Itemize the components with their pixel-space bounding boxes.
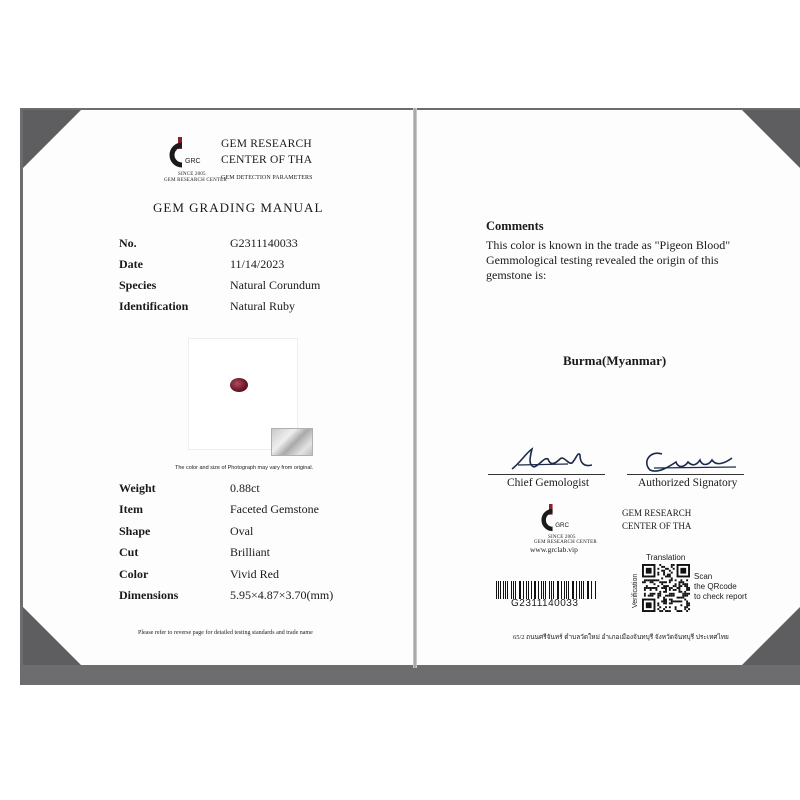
- qr-module: [667, 585, 669, 587]
- qr-module: [684, 606, 686, 608]
- qr-module: [659, 564, 661, 566]
- qr-module: [663, 566, 665, 568]
- qr-module: [665, 591, 667, 593]
- field-label-date: Date: [119, 257, 143, 271]
- qr-module: [657, 572, 659, 574]
- barcode-bar: [515, 581, 516, 599]
- grc-logo-icon: [168, 137, 206, 173]
- qr-module: [680, 585, 682, 587]
- qr-module: [680, 604, 682, 606]
- barcode-bar: [568, 581, 569, 599]
- qr-module: [673, 568, 675, 570]
- qr-module: [644, 587, 646, 589]
- hologram-sticker: [271, 428, 313, 456]
- qr-module: [663, 587, 665, 589]
- qr-module: [663, 574, 665, 576]
- qr-module: [671, 599, 673, 601]
- qr-module: [675, 608, 677, 610]
- qr-module: [665, 589, 667, 591]
- qr-module: [665, 606, 667, 608]
- barcode-bar: [591, 581, 592, 599]
- qr-module: [686, 595, 688, 597]
- qr-module: [677, 597, 679, 599]
- ruby-gem-image: [230, 378, 248, 392]
- qr-module: [650, 579, 652, 581]
- qr-module: [677, 587, 679, 589]
- qr-module: [657, 579, 659, 581]
- qr-module: [688, 587, 690, 589]
- qr-module: [654, 583, 656, 585]
- qr-module: [680, 597, 682, 599]
- qr-module: [680, 600, 682, 602]
- qr-module: [688, 604, 690, 606]
- verification-qr-code[interactable]: [642, 564, 690, 612]
- qr-module: [661, 581, 663, 583]
- qr-module: [667, 595, 669, 597]
- qr-module: [688, 589, 690, 591]
- qr-module: [657, 595, 659, 597]
- qr-module: [688, 608, 690, 610]
- qr-module: [642, 581, 644, 583]
- qr-module: [673, 585, 675, 587]
- qr-module: [669, 589, 671, 591]
- grc-logo-icon-right: [540, 504, 574, 536]
- qr-module: [684, 599, 686, 601]
- logo-caption-right: GEM RESEARCH CENTER: [534, 540, 597, 545]
- qr-module: [644, 589, 646, 591]
- qr-module: [680, 610, 682, 612]
- barcode-bar: [523, 581, 524, 599]
- right-org-line2: CENTER OF THA: [622, 521, 692, 531]
- qr-module: [678, 585, 680, 587]
- field-value-dimensions: 5.95×4.87×3.70(mm): [230, 588, 334, 602]
- qr-module: [673, 589, 675, 591]
- qr-module: [661, 583, 663, 585]
- qr-module: [665, 595, 667, 597]
- qr-module: [646, 585, 648, 587]
- scan-instruction: Scan the QRcode to check report: [694, 572, 747, 601]
- barcode-bar: [561, 581, 562, 599]
- qr-module: [678, 610, 680, 612]
- qr-module: [657, 585, 659, 587]
- qr-module: [680, 581, 682, 583]
- authorized-signature: [640, 448, 740, 476]
- corner-tab-bottom-right: [742, 607, 800, 665]
- qr-module: [663, 591, 665, 593]
- qr-module: [686, 602, 688, 604]
- qr-module: [678, 587, 680, 589]
- website-link[interactable]: www.grclab.vip: [530, 545, 578, 554]
- qr-module: [648, 595, 650, 597]
- qr-module: [684, 583, 686, 585]
- qr-module: [657, 608, 659, 610]
- qr-module: [669, 574, 671, 576]
- qr-module: [652, 593, 654, 595]
- qr-module: [665, 581, 667, 583]
- qr-module: [684, 595, 686, 597]
- authorized-signatory-label: Authorized Signatory: [638, 477, 738, 489]
- corner-tab-top-left: [23, 110, 81, 168]
- org-subtitle: GEM DETECTION PARAMETERS: [221, 175, 313, 181]
- qr-module: [678, 591, 680, 593]
- qr-module: [661, 600, 663, 602]
- field-label-item: Item: [119, 502, 143, 516]
- barcode-bar: [553, 581, 554, 599]
- chief-gemologist-label: Chief Gemologist: [507, 477, 590, 489]
- field-value-color: Vivid Red: [230, 567, 279, 581]
- corner-tab-bottom-left: [23, 607, 81, 665]
- qr-module: [655, 579, 657, 581]
- org-name-line1: GEM RESEARCH: [221, 138, 312, 150]
- field-value-species: Natural Corundum: [230, 278, 321, 292]
- qr-module: [650, 595, 652, 597]
- qr-module: [652, 595, 654, 597]
- barcode-bar: [496, 581, 497, 599]
- photo-caption: The color and size of Photograph may vary from original.: [175, 465, 314, 471]
- qr-module: [675, 606, 677, 608]
- corner-tab-top-right: [742, 110, 800, 168]
- field-value-identification: Natural Ruby: [230, 299, 295, 313]
- qr-module: [665, 599, 667, 601]
- qr-module: [655, 587, 657, 589]
- barcode-bar: [541, 581, 542, 599]
- translation-label: Translation: [646, 553, 686, 562]
- qr-module: [648, 579, 650, 581]
- qr-module: [648, 587, 650, 589]
- barcode-bar: [583, 581, 584, 599]
- field-label-weight: Weight: [119, 481, 156, 495]
- qr-module: [671, 600, 673, 602]
- org-name-line2: CENTER OF THA: [221, 154, 313, 166]
- qr-module: [675, 600, 677, 602]
- right-org-line1: GEM RESEARCH: [622, 508, 692, 518]
- qr-module: [667, 576, 669, 578]
- qr-module: [686, 593, 688, 595]
- qr-module: [667, 574, 669, 576]
- qr-module: [665, 602, 667, 604]
- qr-module: [659, 606, 661, 608]
- qr-module: [663, 600, 665, 602]
- qr-module: [669, 581, 671, 583]
- folder-crease: [413, 108, 417, 668]
- logo-since-right: SINCE 2005: [548, 535, 576, 540]
- qr-module: [654, 579, 656, 581]
- barcode-bar: [503, 581, 504, 599]
- document-title: GEM GRADING MANUAL: [153, 200, 324, 215]
- qr-module: [686, 589, 688, 591]
- qr-module: [667, 610, 669, 612]
- qr-module: [650, 593, 652, 595]
- barcode-bar: [526, 581, 527, 599]
- qr-module: [682, 581, 684, 583]
- qr-module: [680, 579, 682, 581]
- field-value-no: G2311140033: [230, 236, 298, 250]
- qr-module: [665, 587, 667, 589]
- qr-module: [646, 568, 652, 574]
- qr-module: [682, 593, 684, 595]
- qr-module: [650, 587, 652, 589]
- origin-result: Burma(Myanmar): [563, 353, 667, 368]
- qr-module: [659, 610, 661, 612]
- qr-module: [682, 583, 684, 585]
- qr-module: [673, 593, 675, 595]
- field-value-cut: Brilliant: [230, 545, 270, 559]
- field-label-species: Species: [119, 278, 157, 292]
- field-label-shape: Shape: [119, 524, 151, 538]
- qr-module: [644, 581, 646, 583]
- qr-module: [661, 610, 663, 612]
- verification-label: Verification: [632, 573, 639, 608]
- qr-module: [663, 585, 665, 587]
- qr-module: [661, 570, 663, 572]
- qr-module: [671, 572, 673, 574]
- qr-module: [665, 610, 667, 612]
- qr-module: [663, 599, 665, 601]
- qr-module: [671, 593, 673, 595]
- qr-module: [678, 583, 680, 585]
- qr-module: [669, 570, 671, 572]
- comments-text: This color is known in the trade as "Pigeon Blood" Gemmological testing revealed the origin of this gemstone is:: [486, 238, 731, 282]
- qr-module: [644, 579, 646, 581]
- qr-module: [684, 608, 686, 610]
- qr-module: [688, 602, 690, 604]
- qr-module: [661, 587, 663, 589]
- qr-module: [652, 581, 654, 583]
- barcode-bar: [549, 581, 550, 599]
- qr-module: [667, 568, 669, 570]
- qr-module: [671, 579, 673, 581]
- field-value-date: 11/14/2023: [230, 257, 285, 271]
- qr-module: [686, 587, 688, 589]
- qr-module: [659, 591, 661, 593]
- qr-module: [644, 595, 646, 597]
- logo-since: SINCE 2005: [178, 172, 206, 177]
- qr-module: [677, 610, 679, 612]
- qr-module: [684, 593, 686, 595]
- field-value-weight: 0.88ct: [230, 481, 260, 495]
- comments-title: Comments: [486, 219, 544, 233]
- qr-module: [652, 579, 654, 581]
- qr-module: [655, 589, 657, 591]
- qr-module: [682, 597, 684, 599]
- qr-module: [678, 600, 680, 602]
- qr-module: [657, 604, 659, 606]
- qr-module: [675, 583, 677, 585]
- qr-module: [669, 576, 671, 578]
- field-label-cut: Cut: [119, 545, 139, 559]
- chief-signature-line: [488, 474, 605, 475]
- qr-module: [659, 581, 661, 583]
- qr-module: [661, 566, 663, 568]
- qr-module: [675, 589, 677, 591]
- qr-module: [665, 600, 667, 602]
- qr-module: [663, 597, 665, 599]
- logo-caption: GEM RESEARCH CENTER: [164, 178, 227, 183]
- barcode-bar: [573, 581, 574, 599]
- qr-module: [671, 577, 673, 579]
- qr-module: [686, 606, 688, 608]
- qr-module: [646, 602, 652, 608]
- qr-module: [678, 597, 680, 599]
- qr-module: [680, 591, 682, 593]
- address-text: 65/2 ถนนศรีจันทร์ ตำบลวัดใหม่ อำเภอเมืองจันทบุรี จังหวัดจันทบุรี ประเทศไทย: [513, 634, 729, 641]
- qr-module: [669, 595, 671, 597]
- qr-module: [665, 585, 667, 587]
- qr-module: [669, 593, 671, 595]
- qr-module: [671, 595, 673, 597]
- barcode-bar: [507, 581, 508, 599]
- qr-module: [669, 587, 671, 589]
- barcode-number: G2311140033: [511, 598, 579, 609]
- qr-module: [686, 610, 688, 612]
- field-value-shape: Oval: [230, 524, 254, 538]
- chief-gemologist-signature: [508, 445, 596, 475]
- field-label-dimensions: Dimensions: [119, 588, 179, 602]
- qr-module: [671, 564, 673, 566]
- qr-module: [663, 608, 665, 610]
- qr-module: [675, 585, 677, 587]
- qr-module: [669, 602, 671, 604]
- qr-module: [677, 600, 679, 602]
- qr-module: [686, 583, 688, 585]
- qr-module: [675, 579, 677, 581]
- qr-module: [657, 574, 659, 576]
- qr-module: [657, 597, 659, 599]
- logo-text: GRC: [185, 158, 201, 165]
- field-value-item: Faceted Gemstone: [230, 502, 319, 516]
- qr-module: [661, 577, 663, 579]
- barcode-bar: [581, 581, 582, 599]
- qr-module: [669, 599, 671, 601]
- qr-module: [652, 587, 654, 589]
- qr-module: [644, 593, 646, 595]
- qr-module: [686, 600, 688, 602]
- qr-module: [671, 566, 673, 568]
- qr-module: [678, 589, 680, 591]
- qr-module: [657, 568, 659, 570]
- qr-module: [654, 593, 656, 595]
- field-label-no: No.: [119, 236, 137, 250]
- qr-module: [669, 610, 671, 612]
- qr-module: [684, 585, 686, 587]
- qr-module: [688, 593, 690, 595]
- qr-module: [684, 591, 686, 593]
- field-label-color: Color: [119, 567, 149, 581]
- qr-module: [671, 587, 673, 589]
- qr-module: [646, 587, 648, 589]
- qr-module: [682, 595, 684, 597]
- qr-module: [659, 595, 661, 597]
- qr-module: [657, 593, 659, 595]
- qr-module: [678, 581, 680, 583]
- footer-note: Please refer to reverse page for detailed testing standards and trade name: [138, 630, 313, 636]
- qr-module: [686, 585, 688, 587]
- qr-module: [665, 568, 667, 570]
- report-barcode: [496, 581, 596, 599]
- qr-module: [659, 593, 661, 595]
- qr-module: [669, 606, 671, 608]
- qr-module: [671, 602, 673, 604]
- qr-module: [650, 589, 652, 591]
- qr-module: [663, 572, 665, 574]
- field-label-identification: Identification: [119, 299, 189, 313]
- qr-module: [686, 604, 688, 606]
- authorized-signature-line: [627, 474, 744, 475]
- qr-module: [673, 564, 675, 566]
- qr-module: [646, 579, 648, 581]
- logo-text-right: GRC: [555, 522, 570, 530]
- qr-module: [669, 579, 671, 581]
- qr-module: [663, 581, 665, 583]
- qr-module: [686, 579, 688, 581]
- qr-module: [650, 581, 652, 583]
- qr-module: [663, 570, 665, 572]
- qr-module: [673, 600, 675, 602]
- qr-module: [673, 595, 675, 597]
- qr-module: [663, 602, 665, 604]
- qr-module: [657, 602, 659, 604]
- qr-module: [680, 568, 686, 574]
- barcode-bar: [535, 581, 536, 599]
- qr-module: [654, 587, 656, 589]
- qr-module: [665, 576, 667, 578]
